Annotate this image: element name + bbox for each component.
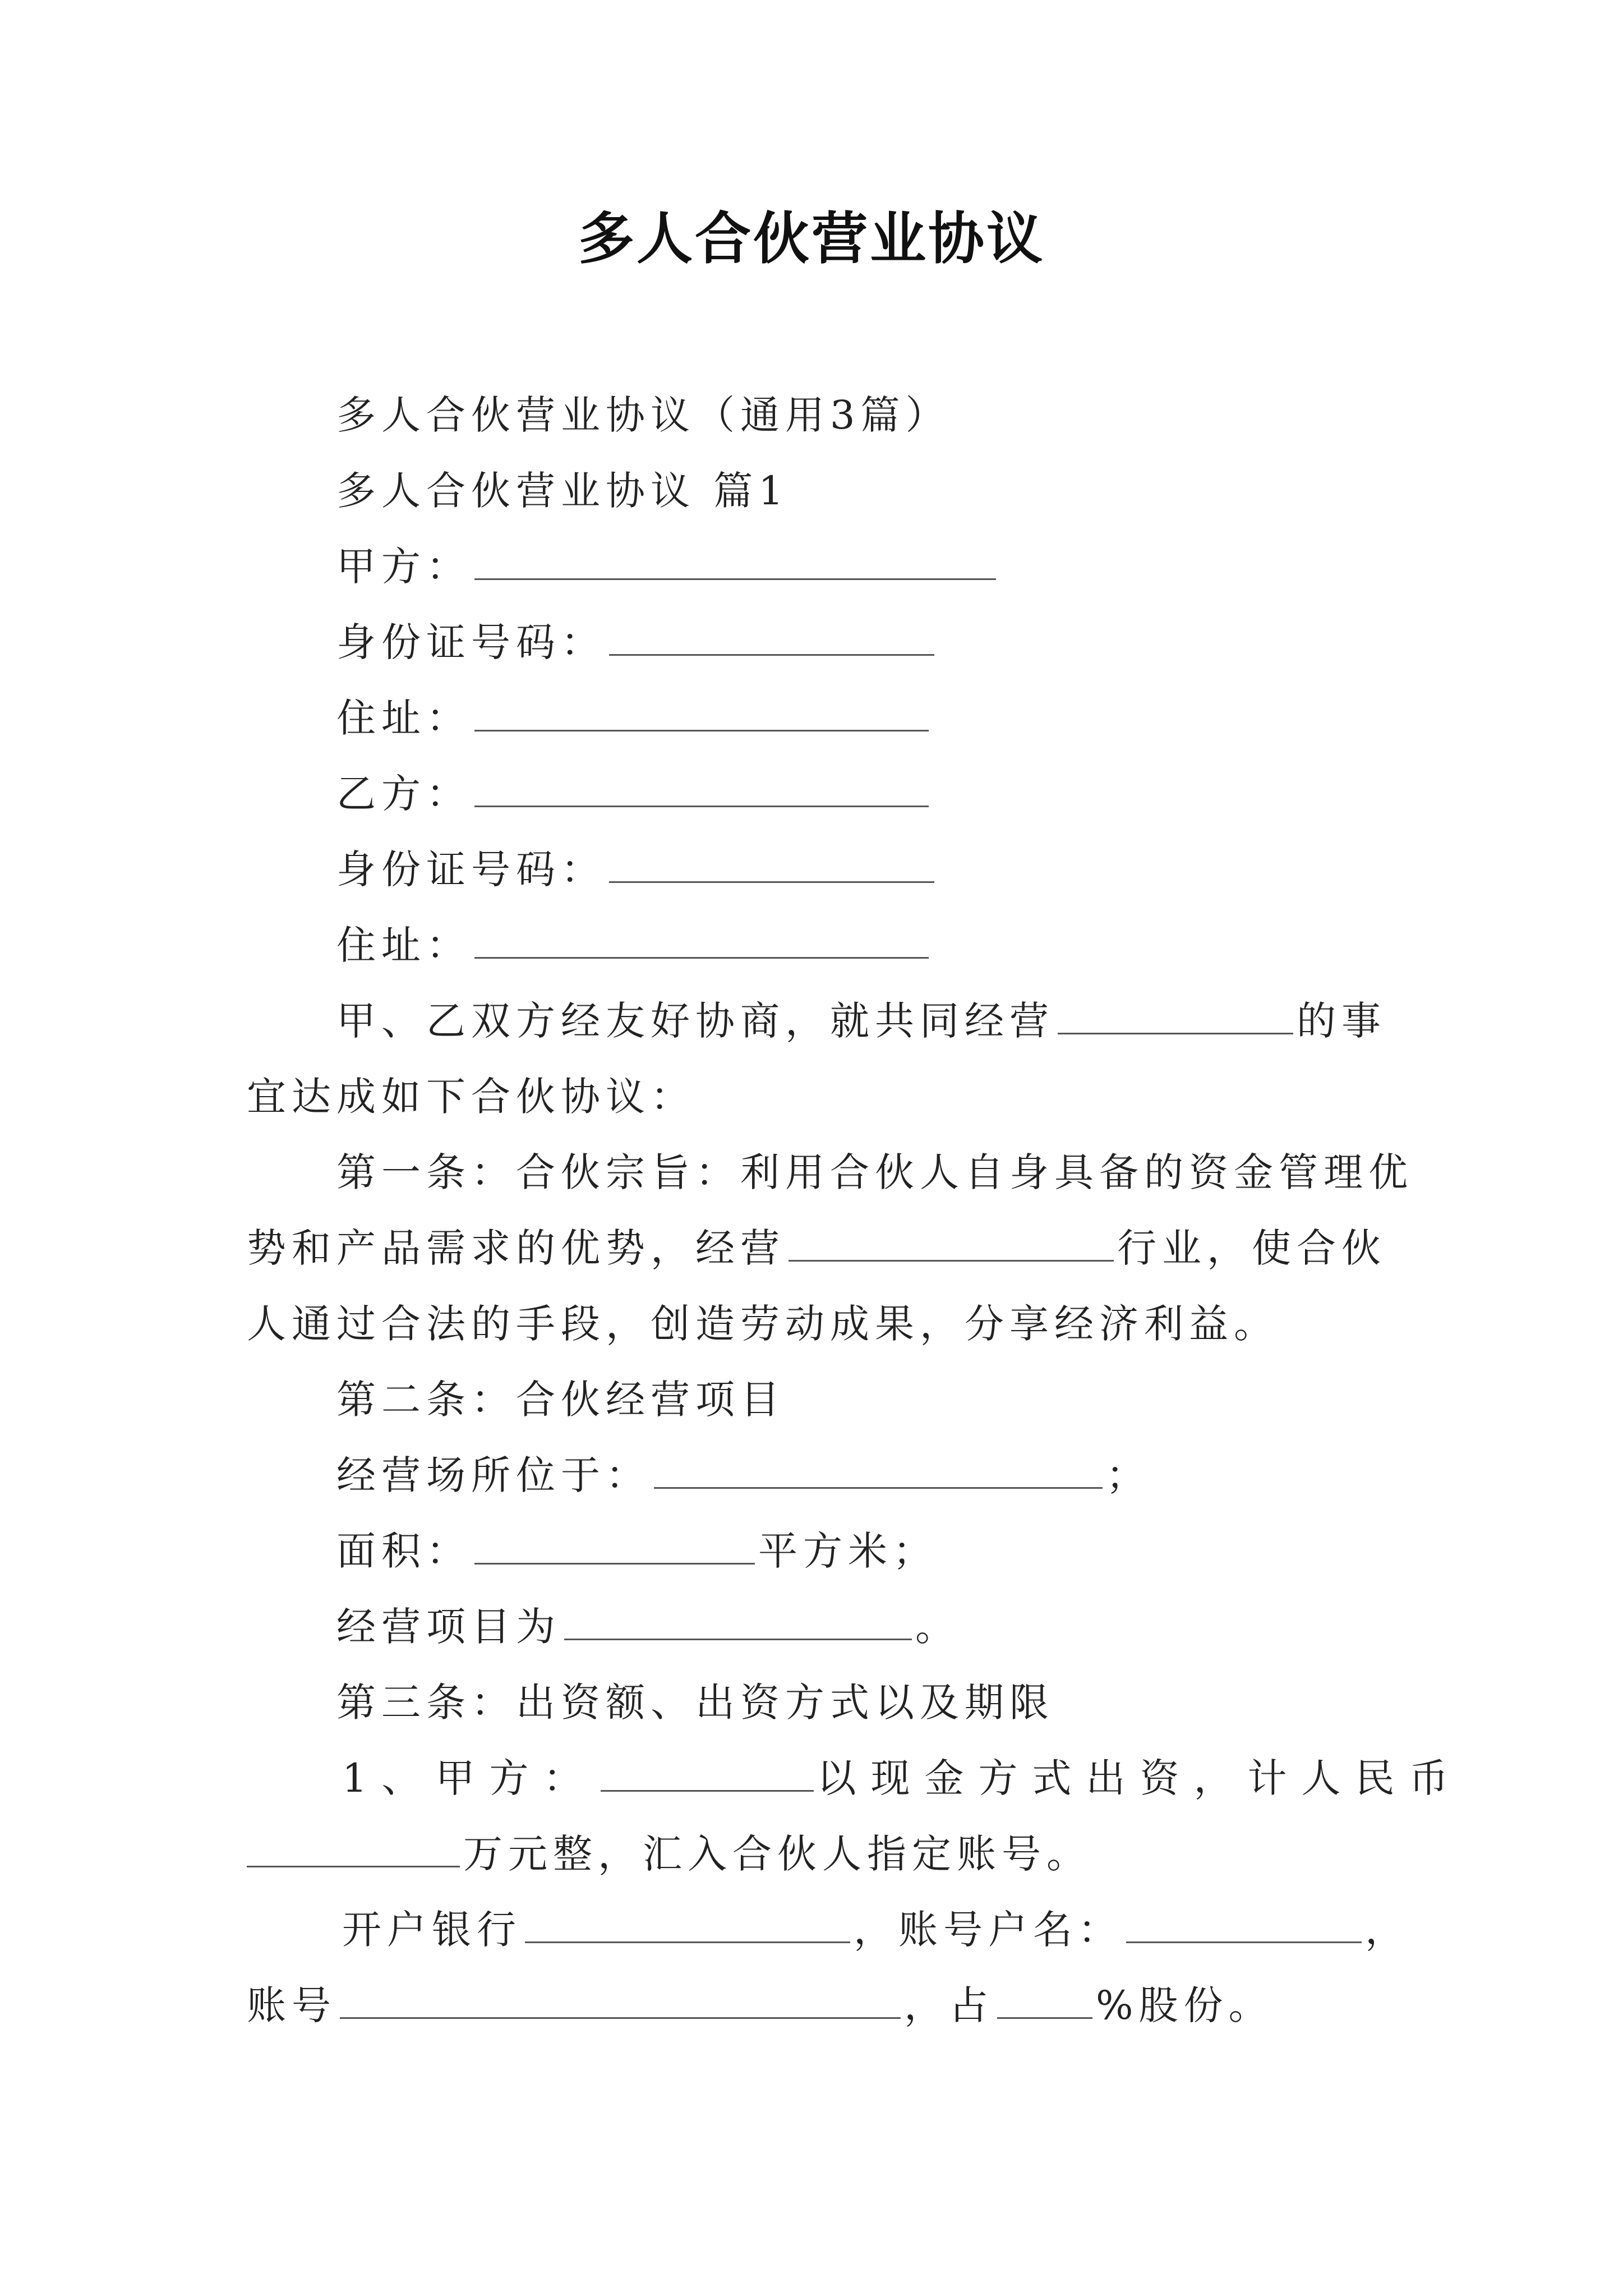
project-row bbox=[336, 1599, 960, 1655]
share-end: %股份。 bbox=[1096, 1982, 1274, 2028]
area-row bbox=[336, 1523, 938, 1579]
project-end: 。 bbox=[915, 1604, 960, 1650]
account-name-blank bbox=[1126, 1907, 1362, 1943]
addr-b-row bbox=[336, 917, 932, 973]
article2-heading: 第二条：合伙经营项目 bbox=[336, 1377, 785, 1423]
account-label: 账号 bbox=[247, 1982, 336, 2028]
addr-a-blank bbox=[474, 695, 929, 731]
location-label: 经营场所位于： bbox=[336, 1452, 651, 1498]
intro-line-1 bbox=[336, 993, 1386, 1049]
party-a-amount-blank bbox=[601, 1755, 814, 1792]
item1-text-c: 万元整，汇入合伙人指定账号。 bbox=[463, 1831, 1091, 1877]
article3-heading: 第三条：出资额、出资方式以及期限 bbox=[336, 1680, 1054, 1726]
business-blank bbox=[1058, 998, 1293, 1034]
id-a-row bbox=[336, 614, 938, 670]
intro-text-1: 甲、乙双方经友好协商，就共同经营 bbox=[336, 998, 1054, 1044]
party-b-row bbox=[336, 766, 932, 822]
document-subtitle: 多人合伙营业协议（通用3篇） bbox=[336, 392, 951, 438]
article1-line-3: 人通过合法的手段，创造劳动成果，分享经济利益。 bbox=[247, 1301, 1279, 1347]
id-a-label: 身份证号码： bbox=[336, 619, 606, 665]
section-heading: 多人合伙营业协议 篇1 bbox=[336, 468, 789, 514]
bank-blank bbox=[525, 1907, 850, 1943]
id-b-blank bbox=[609, 846, 934, 883]
account-name-end: ， bbox=[1365, 1907, 1410, 1953]
id-b-row bbox=[336, 841, 938, 898]
id-b-label: 身份证号码： bbox=[336, 846, 606, 892]
industry-blank bbox=[789, 1225, 1114, 1262]
intro-text-2: 的事 bbox=[1297, 998, 1386, 1044]
document-title: 多人合伙营业协议 bbox=[578, 205, 1045, 272]
account-blank bbox=[340, 1982, 901, 2019]
location-row bbox=[336, 1447, 1151, 1503]
project-label: 经营项目为 bbox=[336, 1604, 561, 1650]
party-b-label: 乙方： bbox=[336, 771, 471, 817]
project-blank bbox=[564, 1604, 912, 1640]
rmb-amount-blank bbox=[247, 1831, 460, 1867]
party-a-blank bbox=[474, 544, 996, 580]
location-blank bbox=[654, 1452, 1103, 1489]
item1-text: 以现金方式出资，计人民币 bbox=[817, 1755, 1463, 1801]
party-a-row bbox=[336, 539, 999, 595]
id-a-blank bbox=[609, 619, 934, 656]
article1-line-1: 第一条：合伙宗旨：利用合伙人自身具备的资金管理优 bbox=[336, 1149, 1413, 1195]
item1-label: 1、甲方： bbox=[342, 1755, 597, 1801]
share-blank bbox=[997, 1982, 1092, 2019]
article3-item1-line-2 bbox=[247, 1826, 1091, 1882]
intro-line-2: 宜达成如下合伙协议： bbox=[247, 1074, 695, 1120]
article1-text-a: 势和产品需求的优势，经营 bbox=[247, 1225, 785, 1271]
addr-b-blank bbox=[474, 922, 929, 959]
addr-a-row bbox=[336, 690, 932, 746]
article3-item1-line-1 bbox=[342, 1750, 1463, 1806]
area-label: 面积： bbox=[336, 1528, 471, 1574]
addr-b-label: 住址： bbox=[336, 922, 471, 968]
party-b-blank bbox=[474, 771, 929, 807]
article1-line-2 bbox=[247, 1220, 1386, 1276]
addr-a-label: 住址： bbox=[336, 695, 471, 741]
share-label: ，占 bbox=[904, 1982, 994, 2028]
article1-text-b: 行业，使合伙 bbox=[1117, 1225, 1386, 1271]
bank-row bbox=[342, 1902, 1410, 1958]
party-a-label: 甲方： bbox=[336, 544, 471, 590]
area-unit: 平方米； bbox=[758, 1528, 938, 1574]
bank-label: 开户银行 bbox=[342, 1907, 522, 1953]
account-name-label: ，账号户名： bbox=[854, 1907, 1123, 1953]
location-end: ； bbox=[1106, 1452, 1151, 1498]
account-row bbox=[247, 1977, 1274, 2033]
area-blank bbox=[474, 1528, 755, 1565]
